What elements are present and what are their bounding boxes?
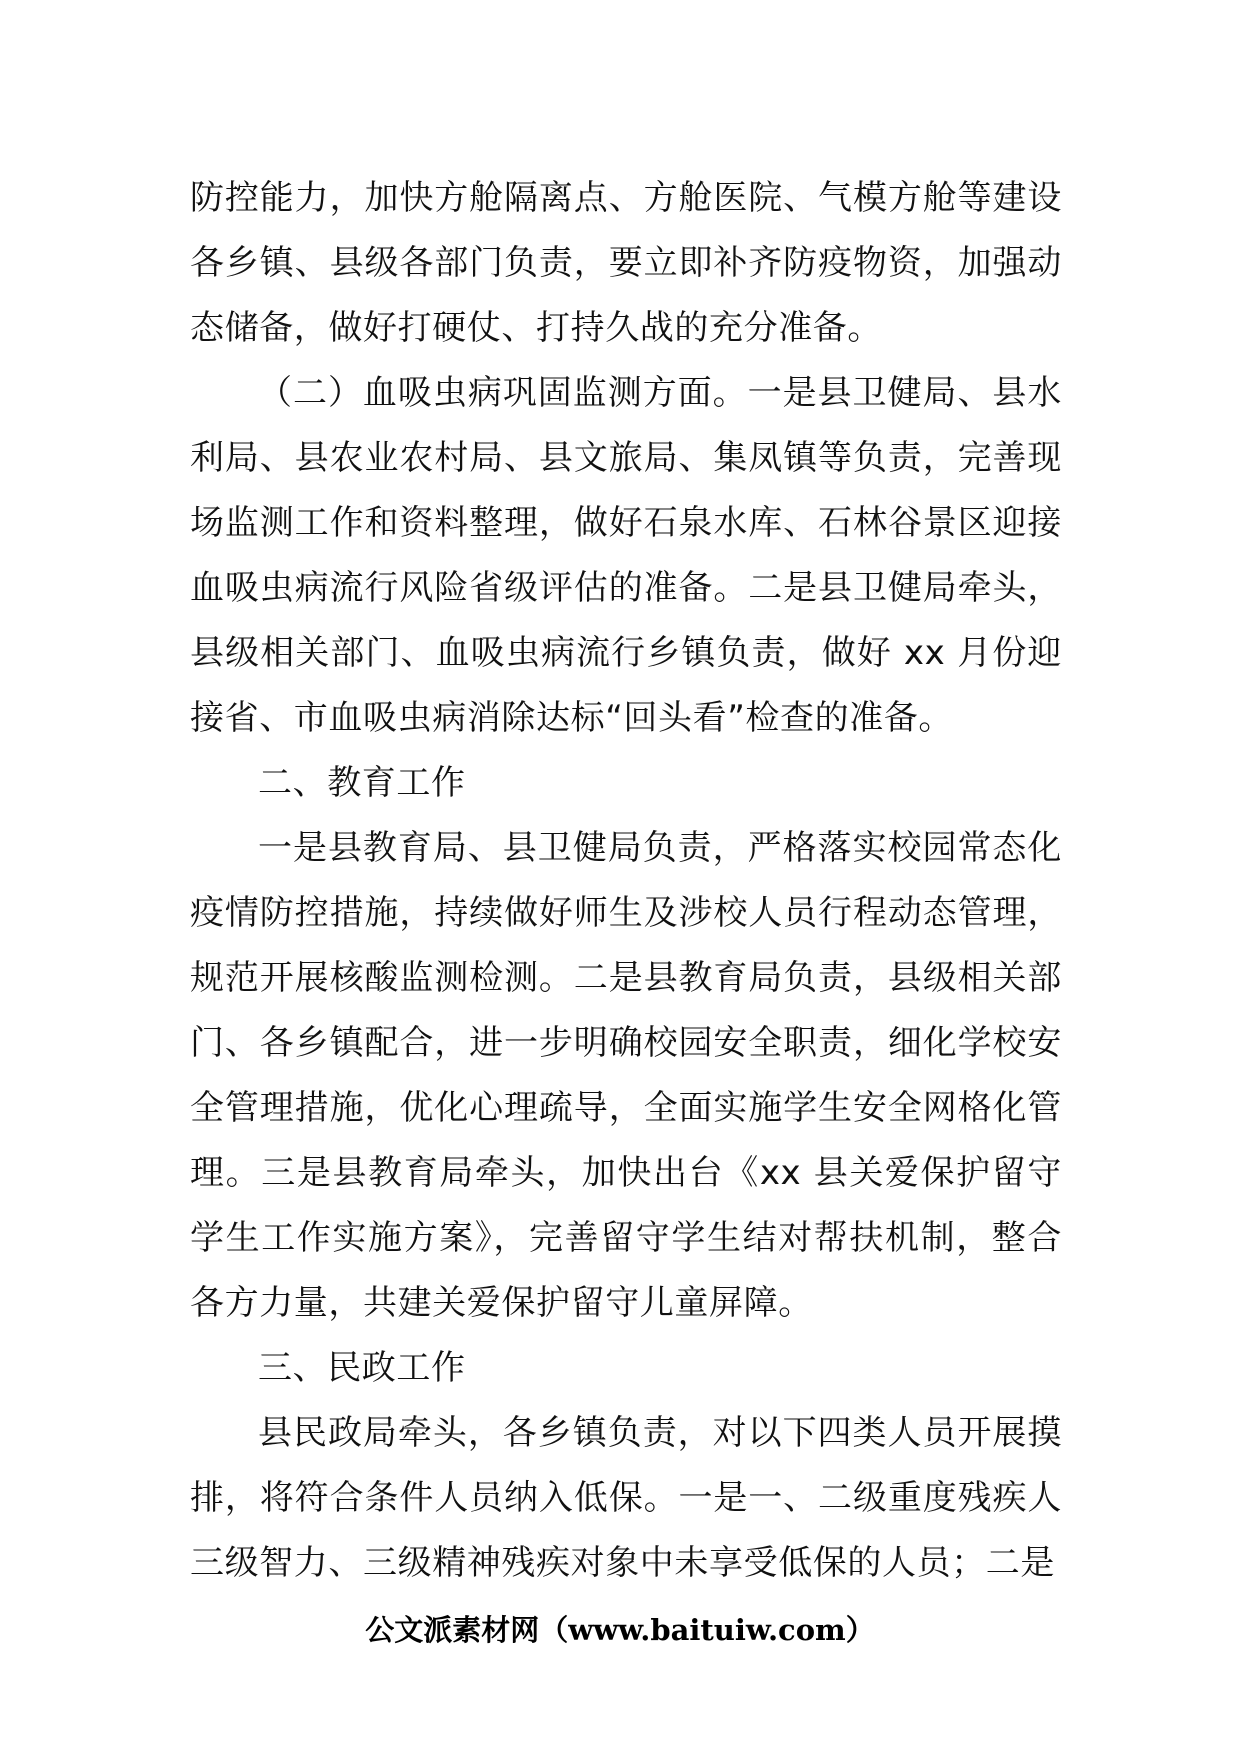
paragraph-civil-affairs: 县民政局牵头，各乡镇负责，对以下四类人员开展摸排，将符合条件人员纳入低保。一是一、二级重度残疾人三级智力、三级精神残疾对象中未享受低保的人员；二是 [190, 1413, 1062, 1583]
section-heading-education: 二、教育工作 [258, 763, 466, 803]
paragraph-schistosomiasis-monitoring: （二）血吸虫病巩固监测方面。一是县卫健局、县水利局、县农业农村局、县文旅局、集凤镇等负责，完善现场监测工作和资料整理，做好石泉水库、石林谷景区迎接血吸虫病流行风险省级评估的准备。二是县卫健局牵头，县级相关部门、血吸虫病流行乡镇负责，做好 xx 月份迎接省、市血吸虫病消除达标“回头看”检查的准备。 [190, 373, 1062, 738]
document-body [190, 166, 1062, 1596]
paragraph-education: 一是县教育局、县卫健局负责，严格落实校园常态化疫情防控措施，持续做好师生及涉校人员行程动态管理，规范开展核酸监测检测。二是县教育局负责，县级相关部门、各乡镇配合，进一步明确校园安全职责，细化学校安全管理措施，优化心理疏导，全面实施学生安全网格化管理。三是县教育局牵头，加快出台《xx 县关爱保护留守学生工作实施方案》，完善留守学生结对帮扶机制，整合各方力量，共建关爱保护留守儿童屏障。 [190, 828, 1062, 1323]
section-heading-civil-affairs: 三、民政工作 [258, 1348, 466, 1388]
footer-watermark: 公文派素材网（www.baituiw.com） [365, 1613, 875, 1647]
paragraph-continuation: 防控能力，加快方舱隔离点、方舱医院、气模方舱等建设各乡镇、县级各部门负责，要立即补齐防疫物资，加强动态储备，做好打硬仗、打持久战的充分准备。 [190, 178, 1062, 348]
